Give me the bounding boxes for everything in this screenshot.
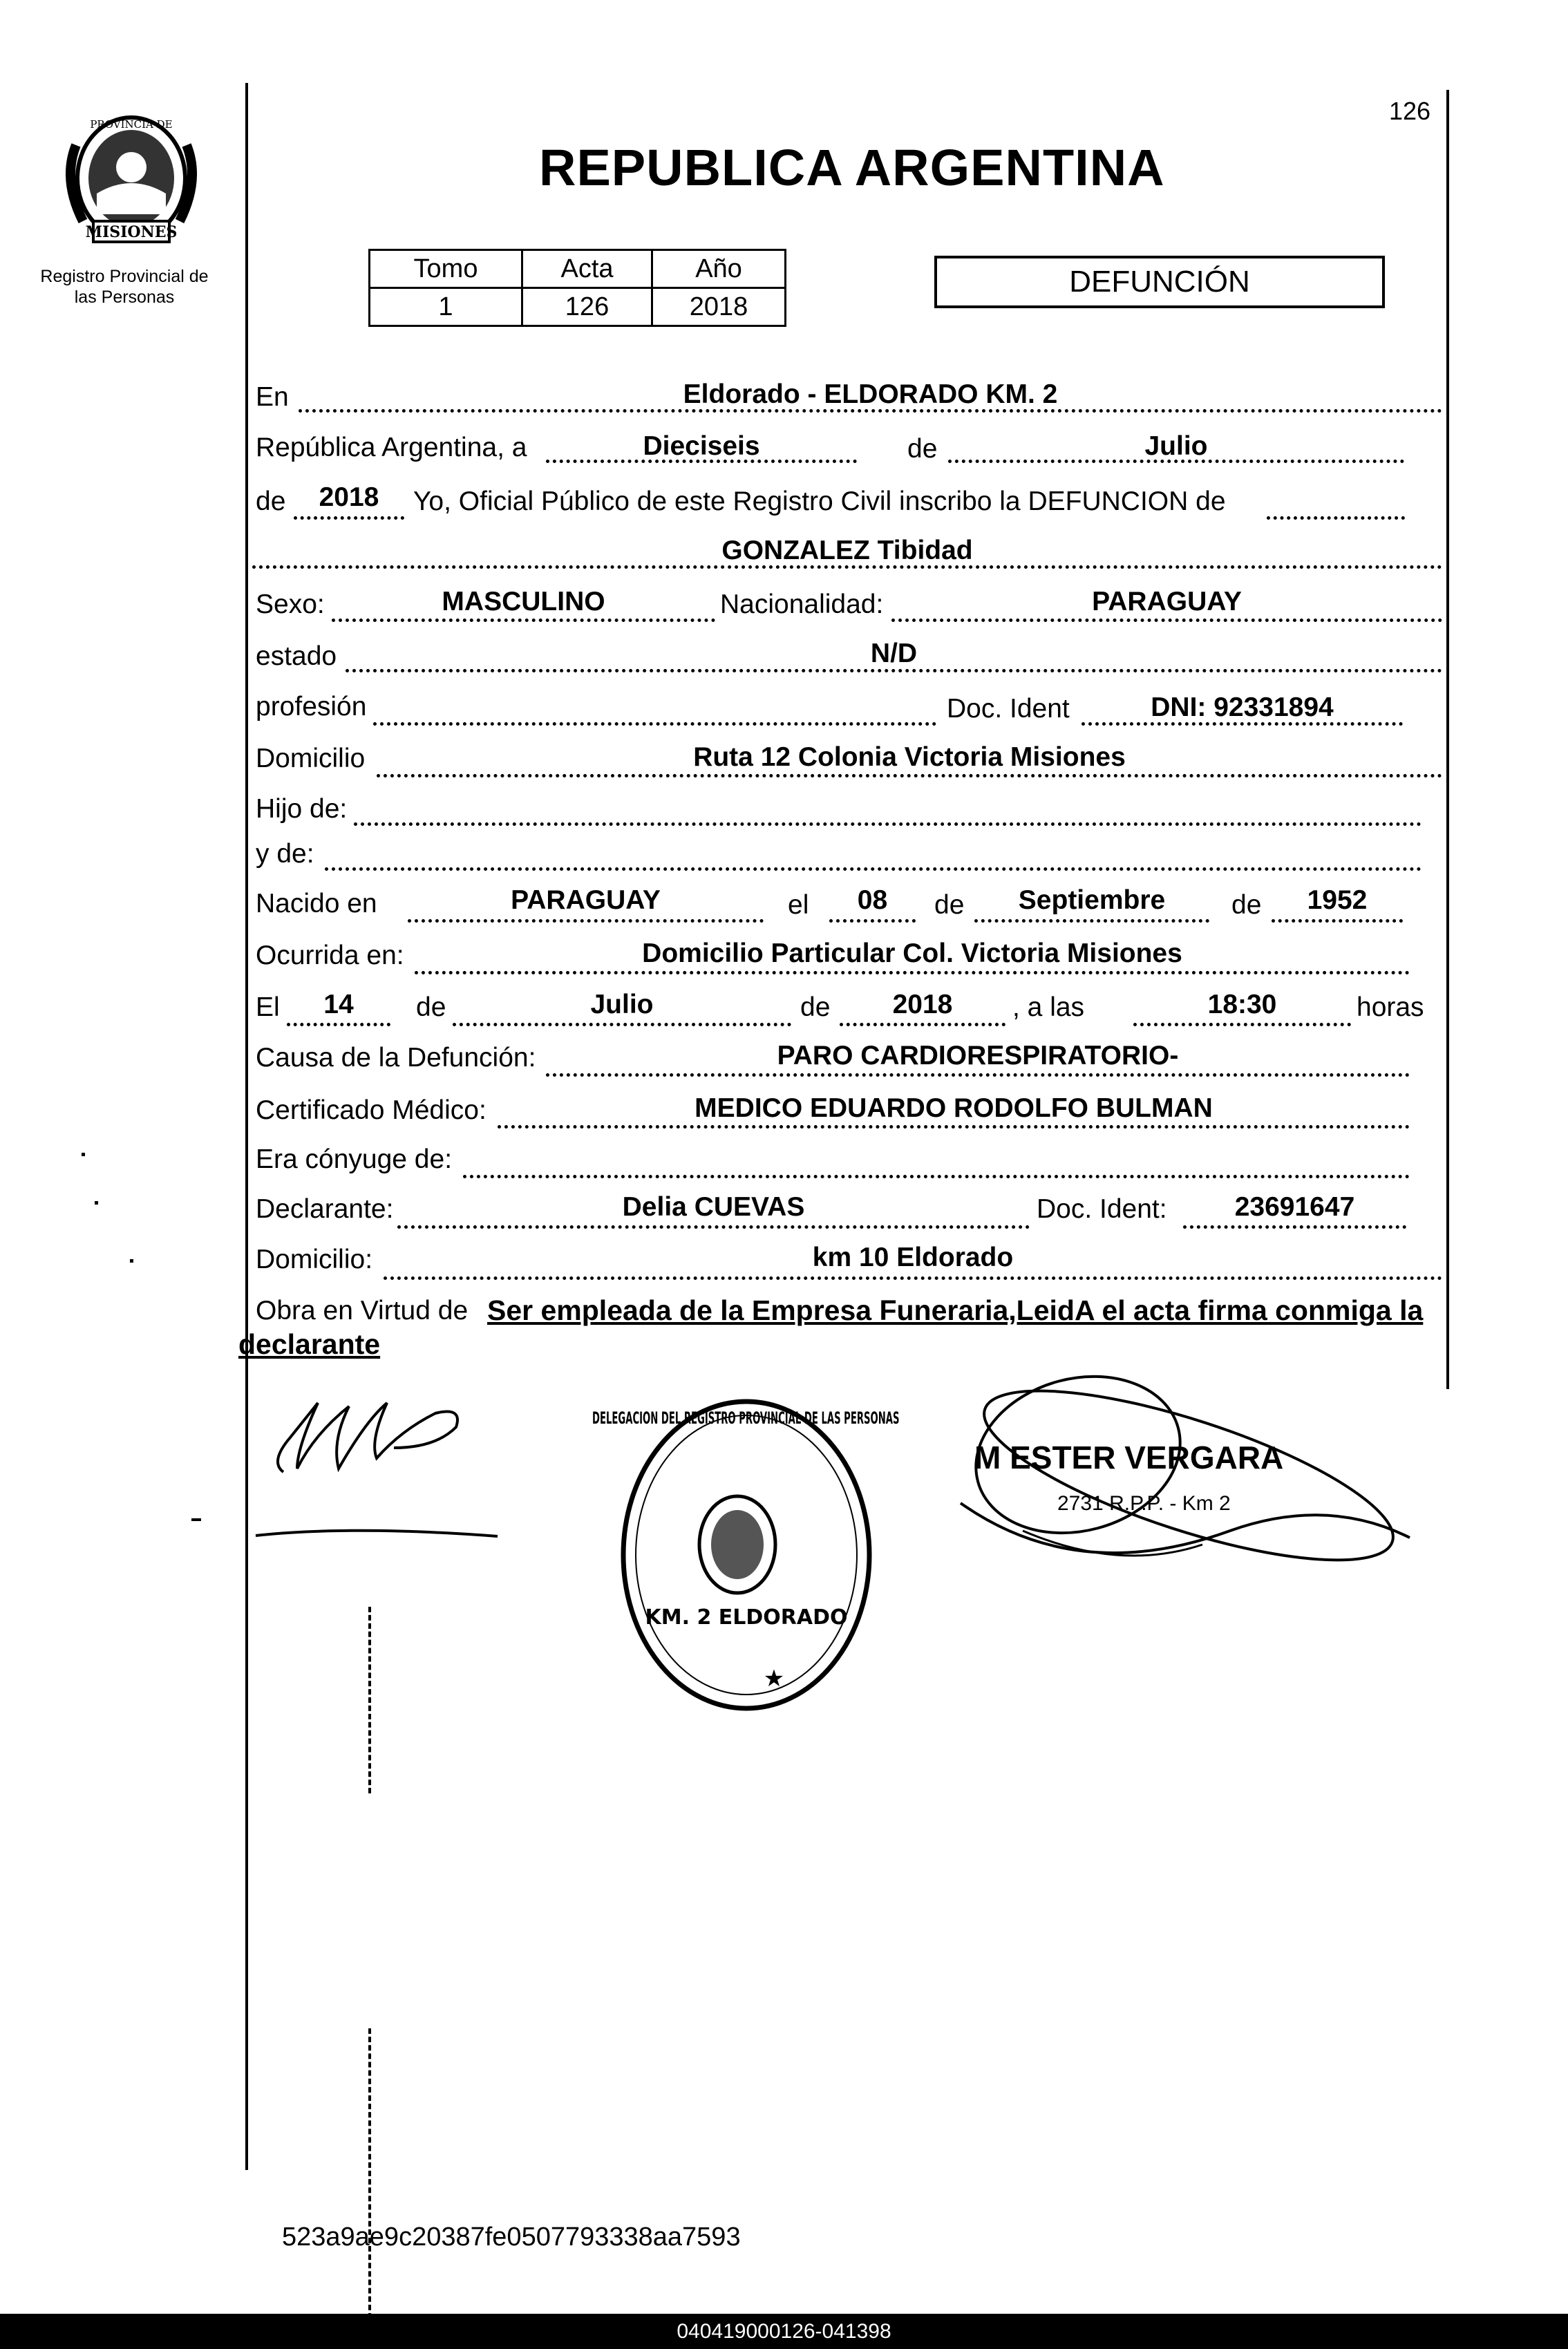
doc-ident-value: DNI: 92331894 xyxy=(1151,692,1334,722)
sexo-value: MASCULINO xyxy=(442,587,605,616)
certificado-value: MEDICO EDUARDO RODOLFO BULMAN xyxy=(695,1093,1213,1123)
intro-text: Yo, Oficial Público de este Registro Civil inscribo la DEFUNCION de xyxy=(413,487,1226,516)
record-table xyxy=(368,249,786,327)
conyuge-dots xyxy=(463,1175,1410,1178)
nacionalidad-label: Nacionalidad: xyxy=(720,589,884,619)
table-value-acta: 126 xyxy=(522,288,652,326)
causa-value: PARO CARDIORESPIRATORIO- xyxy=(777,1041,1179,1070)
death-year-dots xyxy=(840,1023,1005,1026)
nacido-dots xyxy=(408,919,764,923)
logo-caption: Registro Provincial de las Personas xyxy=(40,267,209,307)
birth-year-dots xyxy=(1272,919,1403,923)
yde-label: y de: xyxy=(256,839,314,869)
hijo-dots xyxy=(354,822,1421,826)
round-seal xyxy=(592,1396,900,1714)
table-value-tomo: 1 xyxy=(370,288,522,326)
doc-ident-dots xyxy=(1081,722,1403,726)
month-text: Julio xyxy=(1144,431,1208,461)
declarante-label: Declarante: xyxy=(256,1194,394,1224)
svg-text:KM. 2 ELDORADO: KM. 2 ELDORADO xyxy=(645,1605,848,1630)
estado-value: N/D xyxy=(870,639,918,668)
decl-domicilio-dots xyxy=(384,1276,1442,1280)
causa-dots xyxy=(546,1073,1410,1077)
declarante-dots xyxy=(397,1225,1030,1229)
profesion-dots xyxy=(373,722,936,726)
death-time: 18:30 xyxy=(1207,990,1277,1019)
left-margin-line xyxy=(245,83,248,2170)
year-value: 2018 xyxy=(319,482,379,512)
doc-ident-label: Doc. Ident xyxy=(947,694,1070,724)
sexo-label: Sexo: xyxy=(256,589,325,619)
de-label-2: de xyxy=(256,487,286,516)
birth-day-dots xyxy=(829,919,916,923)
domicilio-label: Domicilio xyxy=(256,744,366,773)
republica-label: República Argentina, a xyxy=(256,433,527,462)
death-month-dots xyxy=(453,1023,791,1026)
certificado-dots xyxy=(498,1125,1410,1129)
stray-mark xyxy=(191,1518,201,1521)
nacionalidad-dots xyxy=(891,619,1442,622)
certificado-label: Certificado Médico: xyxy=(256,1095,487,1125)
horas-label: horas xyxy=(1357,992,1424,1022)
svg-text:2731 R.P.P. - Km 2: 2731 R.P.P. - Km 2 xyxy=(1057,1492,1231,1515)
official-stamp xyxy=(940,1365,1437,1614)
doc-type-box: DEFUNCIÓN xyxy=(934,256,1385,308)
table-header-acta: Acta xyxy=(522,250,652,288)
birth-day: 08 xyxy=(857,885,888,915)
causa-label: Causa de la Defunción: xyxy=(256,1043,536,1073)
name-dots xyxy=(252,565,1442,569)
deceased-name: GONZALEZ Tibidad xyxy=(721,536,973,565)
stray-mark xyxy=(82,1153,85,1156)
nacido-value: PARAGUAY xyxy=(511,885,661,915)
footer-hash: 523a9ae9c20387fe0507793338aa7593 xyxy=(282,2223,741,2252)
domicilio-value: Ruta 12 Colonia Victoria Misiones xyxy=(693,742,1126,772)
de-label-4: de xyxy=(1231,890,1262,920)
decl-doc-dots xyxy=(1183,1225,1406,1229)
dashed-mark xyxy=(368,2028,371,2319)
de-label-3: de xyxy=(934,890,965,920)
El-label: El xyxy=(256,992,280,1022)
svg-text:DELEGACION DEL REGISTRO PROVIN: DELEGACION DEL REGISTRO PROVINCIAL DE LAS PERSONAS xyxy=(592,1408,900,1428)
de-label-6: de xyxy=(800,992,831,1022)
day-text: Dieciseis xyxy=(643,431,760,461)
decl-doc-value: 23691647 xyxy=(1234,1192,1355,1222)
page-number: 126 xyxy=(1389,97,1431,125)
declarante-value: Delia CUEVAS xyxy=(622,1192,805,1222)
el-label: el xyxy=(788,890,809,920)
intro-tail-dots xyxy=(1267,516,1405,520)
stray-mark xyxy=(130,1259,133,1263)
dashed-mark xyxy=(368,1607,371,1793)
table-header-ano: Año xyxy=(652,250,786,288)
yde-dots xyxy=(325,867,1421,871)
province-logo xyxy=(55,104,207,252)
obra-value-line2: declarante xyxy=(238,1328,381,1360)
de-label-5: de xyxy=(416,992,446,1022)
hijo-label: Hijo de: xyxy=(256,794,348,824)
en-label: En xyxy=(256,382,289,412)
ocurrida-value: Domicilio Particular Col. Victoria Misiones xyxy=(642,938,1182,968)
death-year: 2018 xyxy=(892,990,953,1019)
svg-text:★: ★ xyxy=(763,1665,785,1692)
decl-domicilio-value: km 10 Eldorado xyxy=(812,1243,1014,1272)
death-month: Julio xyxy=(590,990,654,1019)
en-dots xyxy=(299,409,1442,413)
sexo-dots xyxy=(332,619,715,622)
year-dots xyxy=(294,516,404,520)
page-title: REPUBLICA ARGENTINA xyxy=(539,139,1165,196)
table-header-tomo: Tomo xyxy=(370,250,522,288)
obra-value-line1: Ser empleada de la Empresa Funeraria,LeidA el acta firma conmiga la xyxy=(487,1294,1424,1326)
death-time-dots xyxy=(1133,1023,1351,1026)
nacido-label: Nacido en xyxy=(256,889,377,918)
alas-label: , a las xyxy=(1012,992,1085,1022)
nacionalidad-value: PARAGUAY xyxy=(1092,587,1242,616)
stray-mark xyxy=(95,1201,98,1205)
birth-month-dots xyxy=(974,919,1209,923)
svg-text:MISIONES: MISIONES xyxy=(85,223,178,241)
barcode-footer: 040419000126-041398 xyxy=(0,2314,1568,2349)
birth-month: Septiembre xyxy=(1018,885,1166,915)
decl-domicilio-label: Domicilio: xyxy=(256,1245,373,1274)
svg-text:M ESTER VERGARA: M ESTER VERGARA xyxy=(974,1440,1284,1475)
ocurrida-label: Ocurrida en: xyxy=(256,941,404,970)
profesion-label: profesión xyxy=(256,692,367,721)
signature-left xyxy=(249,1365,511,1545)
svg-text:PROVINCIA DE: PROVINCIA DE xyxy=(90,118,173,131)
conyuge-label: Era cónyuge de: xyxy=(256,1144,453,1174)
obra-label: Obra en Virtud de xyxy=(256,1296,469,1326)
right-frame-line xyxy=(1446,90,1449,1389)
birth-year: 1952 xyxy=(1307,885,1368,915)
estado-dots xyxy=(346,669,1442,672)
decl-doc-label: Doc. Ident: xyxy=(1037,1194,1167,1224)
domicilio-dots xyxy=(377,774,1442,777)
estado-label: estado xyxy=(256,641,337,671)
death-day: 14 xyxy=(323,990,354,1019)
en-value: Eldorado - ELDORADO KM. 2 xyxy=(683,379,1058,409)
de-label-1: de xyxy=(907,434,938,464)
ocurrida-dots xyxy=(415,971,1410,974)
death-day-dots xyxy=(287,1023,390,1026)
table-value-ano: 2018 xyxy=(652,288,786,326)
